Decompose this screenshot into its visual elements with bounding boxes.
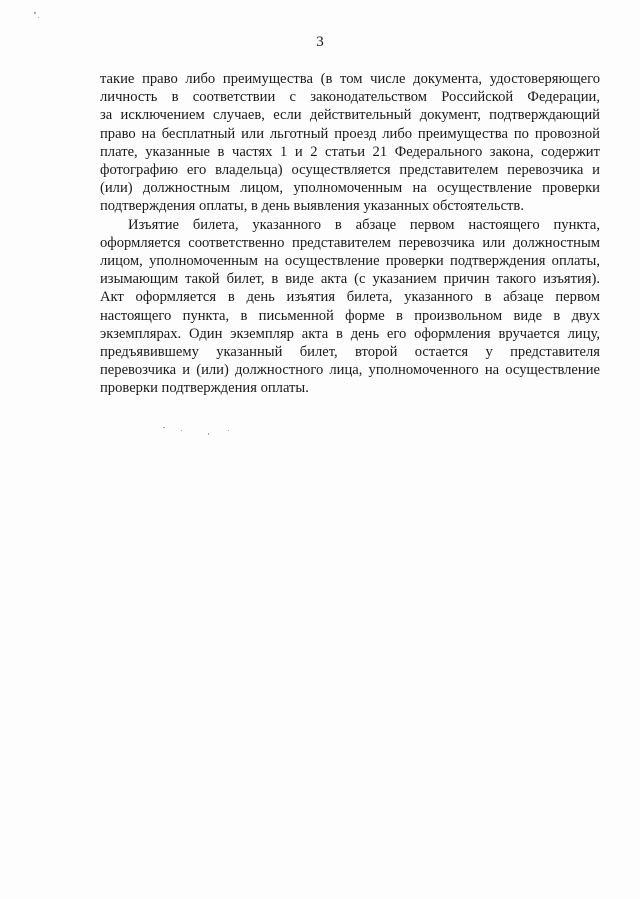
text-line: фотографию его владельца) осуществляется представителем перевозчика и — [100, 162, 600, 179]
text-line: настоящего пункта, в письменной форме в произвольном виде в двух — [100, 307, 600, 324]
page-number: 3 — [316, 34, 324, 50]
paragraph — [100, 216, 600, 398]
text-line: Изъятие билета, указанного в абзаце первом настоящего пункта, — [128, 216, 600, 233]
text-line: подтверждения оплаты, в день выявления указанных обстоятельств. — [100, 198, 524, 215]
scan-speck — [34, 12, 36, 14]
text-line: Акт оформляется в день изъятия билета, указанного в абзаце первом — [100, 289, 600, 306]
text-line: изымающим такой билет, в виде акта (с указанием причин такого изъятия). — [100, 271, 600, 288]
text-line: (или) должностным лицом, уполномоченным на осуществление проверки — [100, 180, 600, 197]
scan-speck — [228, 430, 229, 431]
text-line: экземплярах. Один экземпляр акта в день его оформления вручается лицу, — [100, 325, 600, 342]
scan-speck — [208, 433, 209, 435]
text-line: предъявившему указанный билет, второй остается у представителя — [100, 344, 600, 361]
text-line: оформляется соответственно представителем перевозчика или должностным — [100, 234, 600, 251]
scan-speck — [38, 17, 39, 18]
text-line: право на бесплатный или льготный проезд либо преимущества по провозной — [100, 125, 600, 142]
text-line: личность в соответствии с законодательством Российской Федерации, — [100, 89, 600, 106]
body-text — [100, 70, 600, 398]
text-line: плате, указанные в частях 1 и 2 статьи 21 Федерального закона, содержит — [100, 143, 600, 160]
text-line: проверки подтверждения оплаты. — [100, 380, 309, 397]
text-line: такие право либо преимущества (в том числе документа, удостоверяющего — [100, 71, 600, 87]
text-line: лицом, уполномоченным на осуществление проверки подтверждения оплаты, — [100, 253, 600, 270]
text-line: перевозчика и (или) должностного лица, уполномоченного на осуществление — [100, 362, 600, 379]
scan-speck — [163, 427, 165, 428]
text-line: за исключением случаев, если действительный документ, подтверждающий — [100, 107, 600, 124]
scan-speck — [181, 430, 182, 431]
paragraph — [100, 70, 600, 216]
